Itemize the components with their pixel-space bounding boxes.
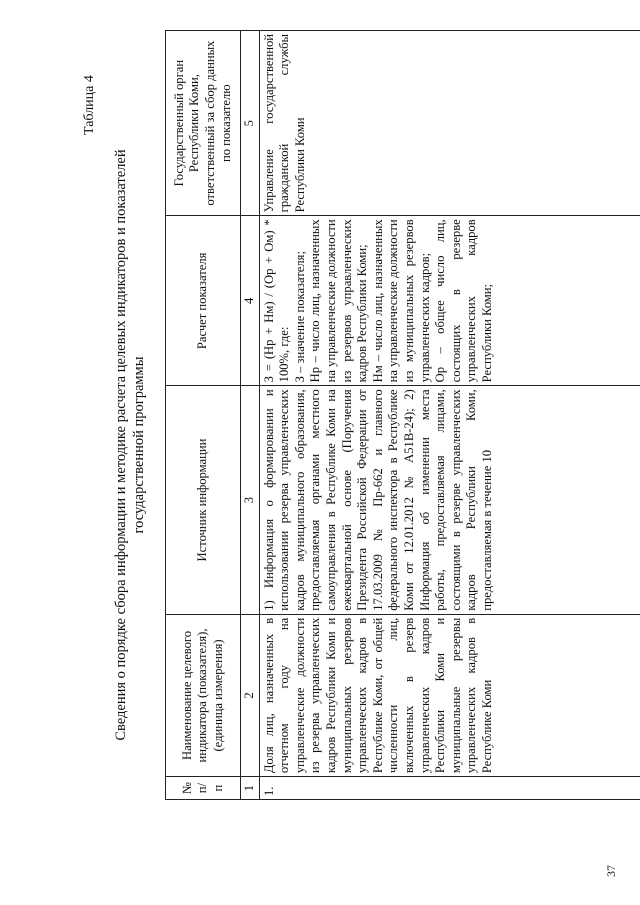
title-line-1: Сведения о порядке сбора информации и методике расчета целевых индикаторов и показателей [113, 149, 129, 741]
calculation-line: Нр – число лиц, назначенных на управленческие должности из резервов управленческих кадров Республики Коми; [308, 219, 370, 383]
column-number: 3 [241, 386, 260, 614]
column-number: 4 [241, 216, 260, 386]
header-responsible: Государственный орган Республики Коми, ответственный за сбор данных по показателю [166, 31, 241, 216]
table-row [259, 31, 640, 800]
column-number: 5 [241, 31, 260, 216]
calculation-cell [259, 216, 640, 386]
header-number: № п/п [166, 777, 241, 800]
information-source: 1) Информация о формировании и использовании резерва управленческих кадров муниципального образования, предоставляемая органами местного самоуправления в Республике Коми на ежеквартальной основе (Поручения Президента Российской Федерации от 17.03.2009 № Пр-662 и главного федерального инспектора в Республике Коми от 12.01.2012 № А51В-24); 2) Информация об изменении места работы, предоставляемая лицами, состоящими в резерве управленческих кадров Республики Коми, предоставляемая в течение 10 [259, 386, 640, 614]
indicators-table [165, 30, 640, 800]
title-line-2: государственной программы [131, 356, 147, 534]
calculation-line: Ор – общее число лиц, состоящих в резерве управленческих кадров Республики Коми; [433, 219, 494, 383]
column-number: 2 [241, 614, 260, 776]
calculation-formula: З = (Нр + Нм) / (Ор + Ом) * 100%, где: [261, 219, 292, 383]
calculation-line: З – значение показателя; [292, 251, 307, 383]
column-number: 1 [241, 777, 260, 800]
header-indicator: Наименование целевого индикатора (показателя), (единица измерения) [166, 614, 241, 776]
column-number-row [241, 31, 260, 800]
indicator-name: Доля лиц, назначенных в отчетном году на управленческие должности из резерва управленческих кадров Республики Коми и муниципальных резервов управленческих кадров в Республике Коми, от общей численности лиц, включенных в резерв управленческих кадров Республики Коми и муниципальные резервы управленческих кадров в Республике Коми [259, 614, 640, 776]
header-calculation: Расчет показателя [166, 216, 241, 386]
table-header-row [166, 31, 241, 800]
row-number: 1. [259, 777, 640, 800]
header-source: Источник информации [166, 386, 241, 614]
document-title [112, 65, 148, 825]
responsible-body: Управление государственной гражданской службы Республики Коми [259, 31, 640, 216]
table-label: Таблица 4 [82, 75, 97, 135]
calculation-line: Нм – число лиц, назначенных на управленческие должности из муниципальных резервов управленческих кадров; [370, 219, 432, 383]
page-number: 37 [604, 865, 618, 877]
